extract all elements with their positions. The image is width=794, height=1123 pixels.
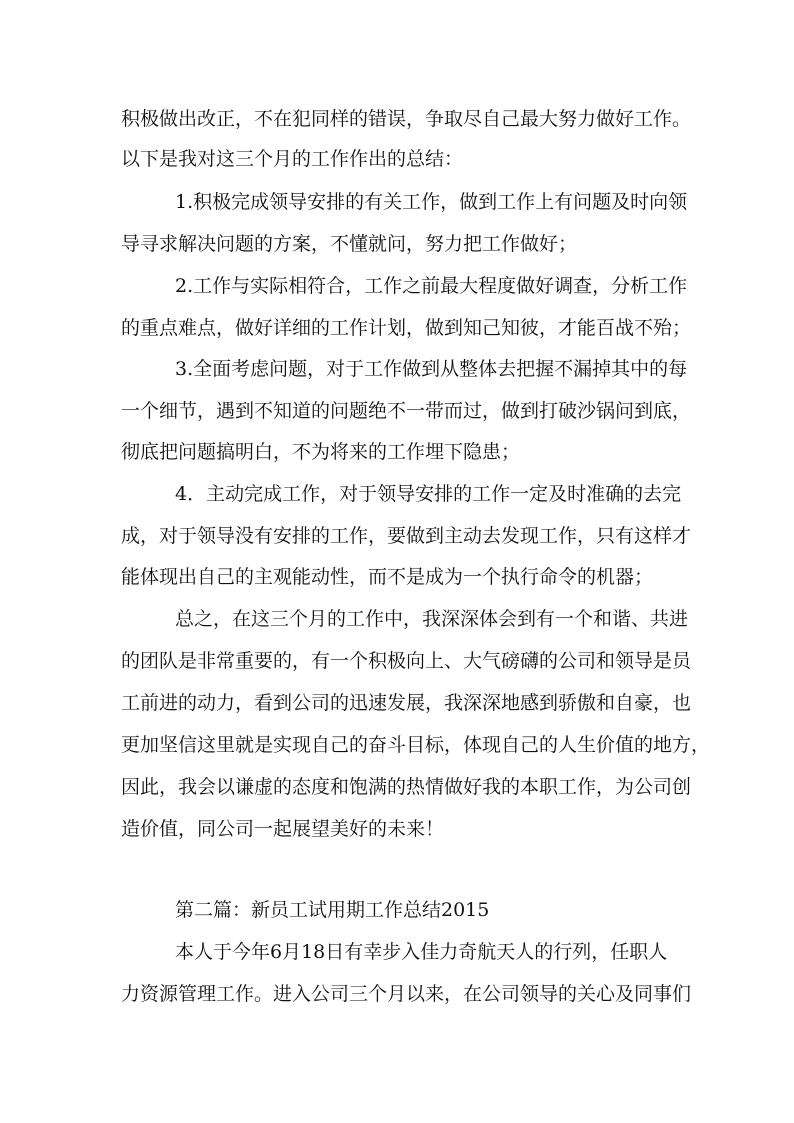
paragraph-line: 总之，在这三个月的工作中，我深深体会到有一个和谐、共进 <box>175 608 689 630</box>
paragraph-line: 力资源管理工作。进入公司三个月以来，在公司领导的关心及同事们 <box>121 983 692 1005</box>
paragraph-line: 导寻求解决问题的方案，不懂就问，努力把工作做好； <box>121 233 578 255</box>
paragraph-line: 以下是我对这三个月的工作作出的总结： <box>121 148 464 170</box>
paragraph-line: 的团队是非常重要的，有一个积极向上、大气磅礴的公司和领导是员 <box>121 650 692 672</box>
paragraph-line: 3.全面考虑问题，对于工作做到从整体去把握不漏掉其中的每 <box>175 358 688 380</box>
paragraph-line: 本人于今年6月18日有幸步入佳力奇航天人的行列，任职人 <box>175 941 668 963</box>
paragraph-line: 更加坚信这里就是实现自己的奋斗目标，体现自己的人生价值的地方， <box>121 734 711 756</box>
paragraph-line: 4．主动完成工作，对于领导安排的工作一定及时准确的去完 <box>175 483 682 505</box>
paragraph-line: 2.工作与实际相符合，工作之前最大程度做好调查，分析工作 <box>175 275 688 297</box>
paragraph-line: 造价值，同公司一起展望美好的未来！ <box>121 818 445 840</box>
paragraph-line: 一个细节，遇到不知道的问题绝不一带而过，做到打破沙锅问到底， <box>121 400 692 422</box>
paragraph-line: 积极做出改正，不在犯同样的错误，争取尽自己最大努力做好工作。 <box>121 108 692 130</box>
paragraph-line: 能体现出自己的主观能动性，而不是成为一个执行命令的机器； <box>121 566 654 588</box>
paragraph-line: 工前进的动力，看到公司的迅速发展，我深深地感到骄傲和自豪，也 <box>121 692 692 714</box>
section-heading: 第二篇：新员工试用期工作总结2015 <box>175 899 490 921</box>
paragraph-line: 因此，我会以谦虚的态度和饱满的热情做好我的本职工作，为公司创 <box>121 776 692 798</box>
paragraph-line: 彻底把问题搞明白，不为将来的工作埋下隐患； <box>121 441 521 463</box>
paragraph-line: 成，对于领导没有安排的工作，要做到主动去发现工作，只有这样才 <box>121 525 692 547</box>
paragraph-line: 1.积极完成领导安排的有关工作，做到工作上有问题及时向领 <box>175 191 688 213</box>
paragraph-line: 的重点难点，做好详细的工作计划，做到知己知彼，才能百战不殆； <box>121 317 692 339</box>
